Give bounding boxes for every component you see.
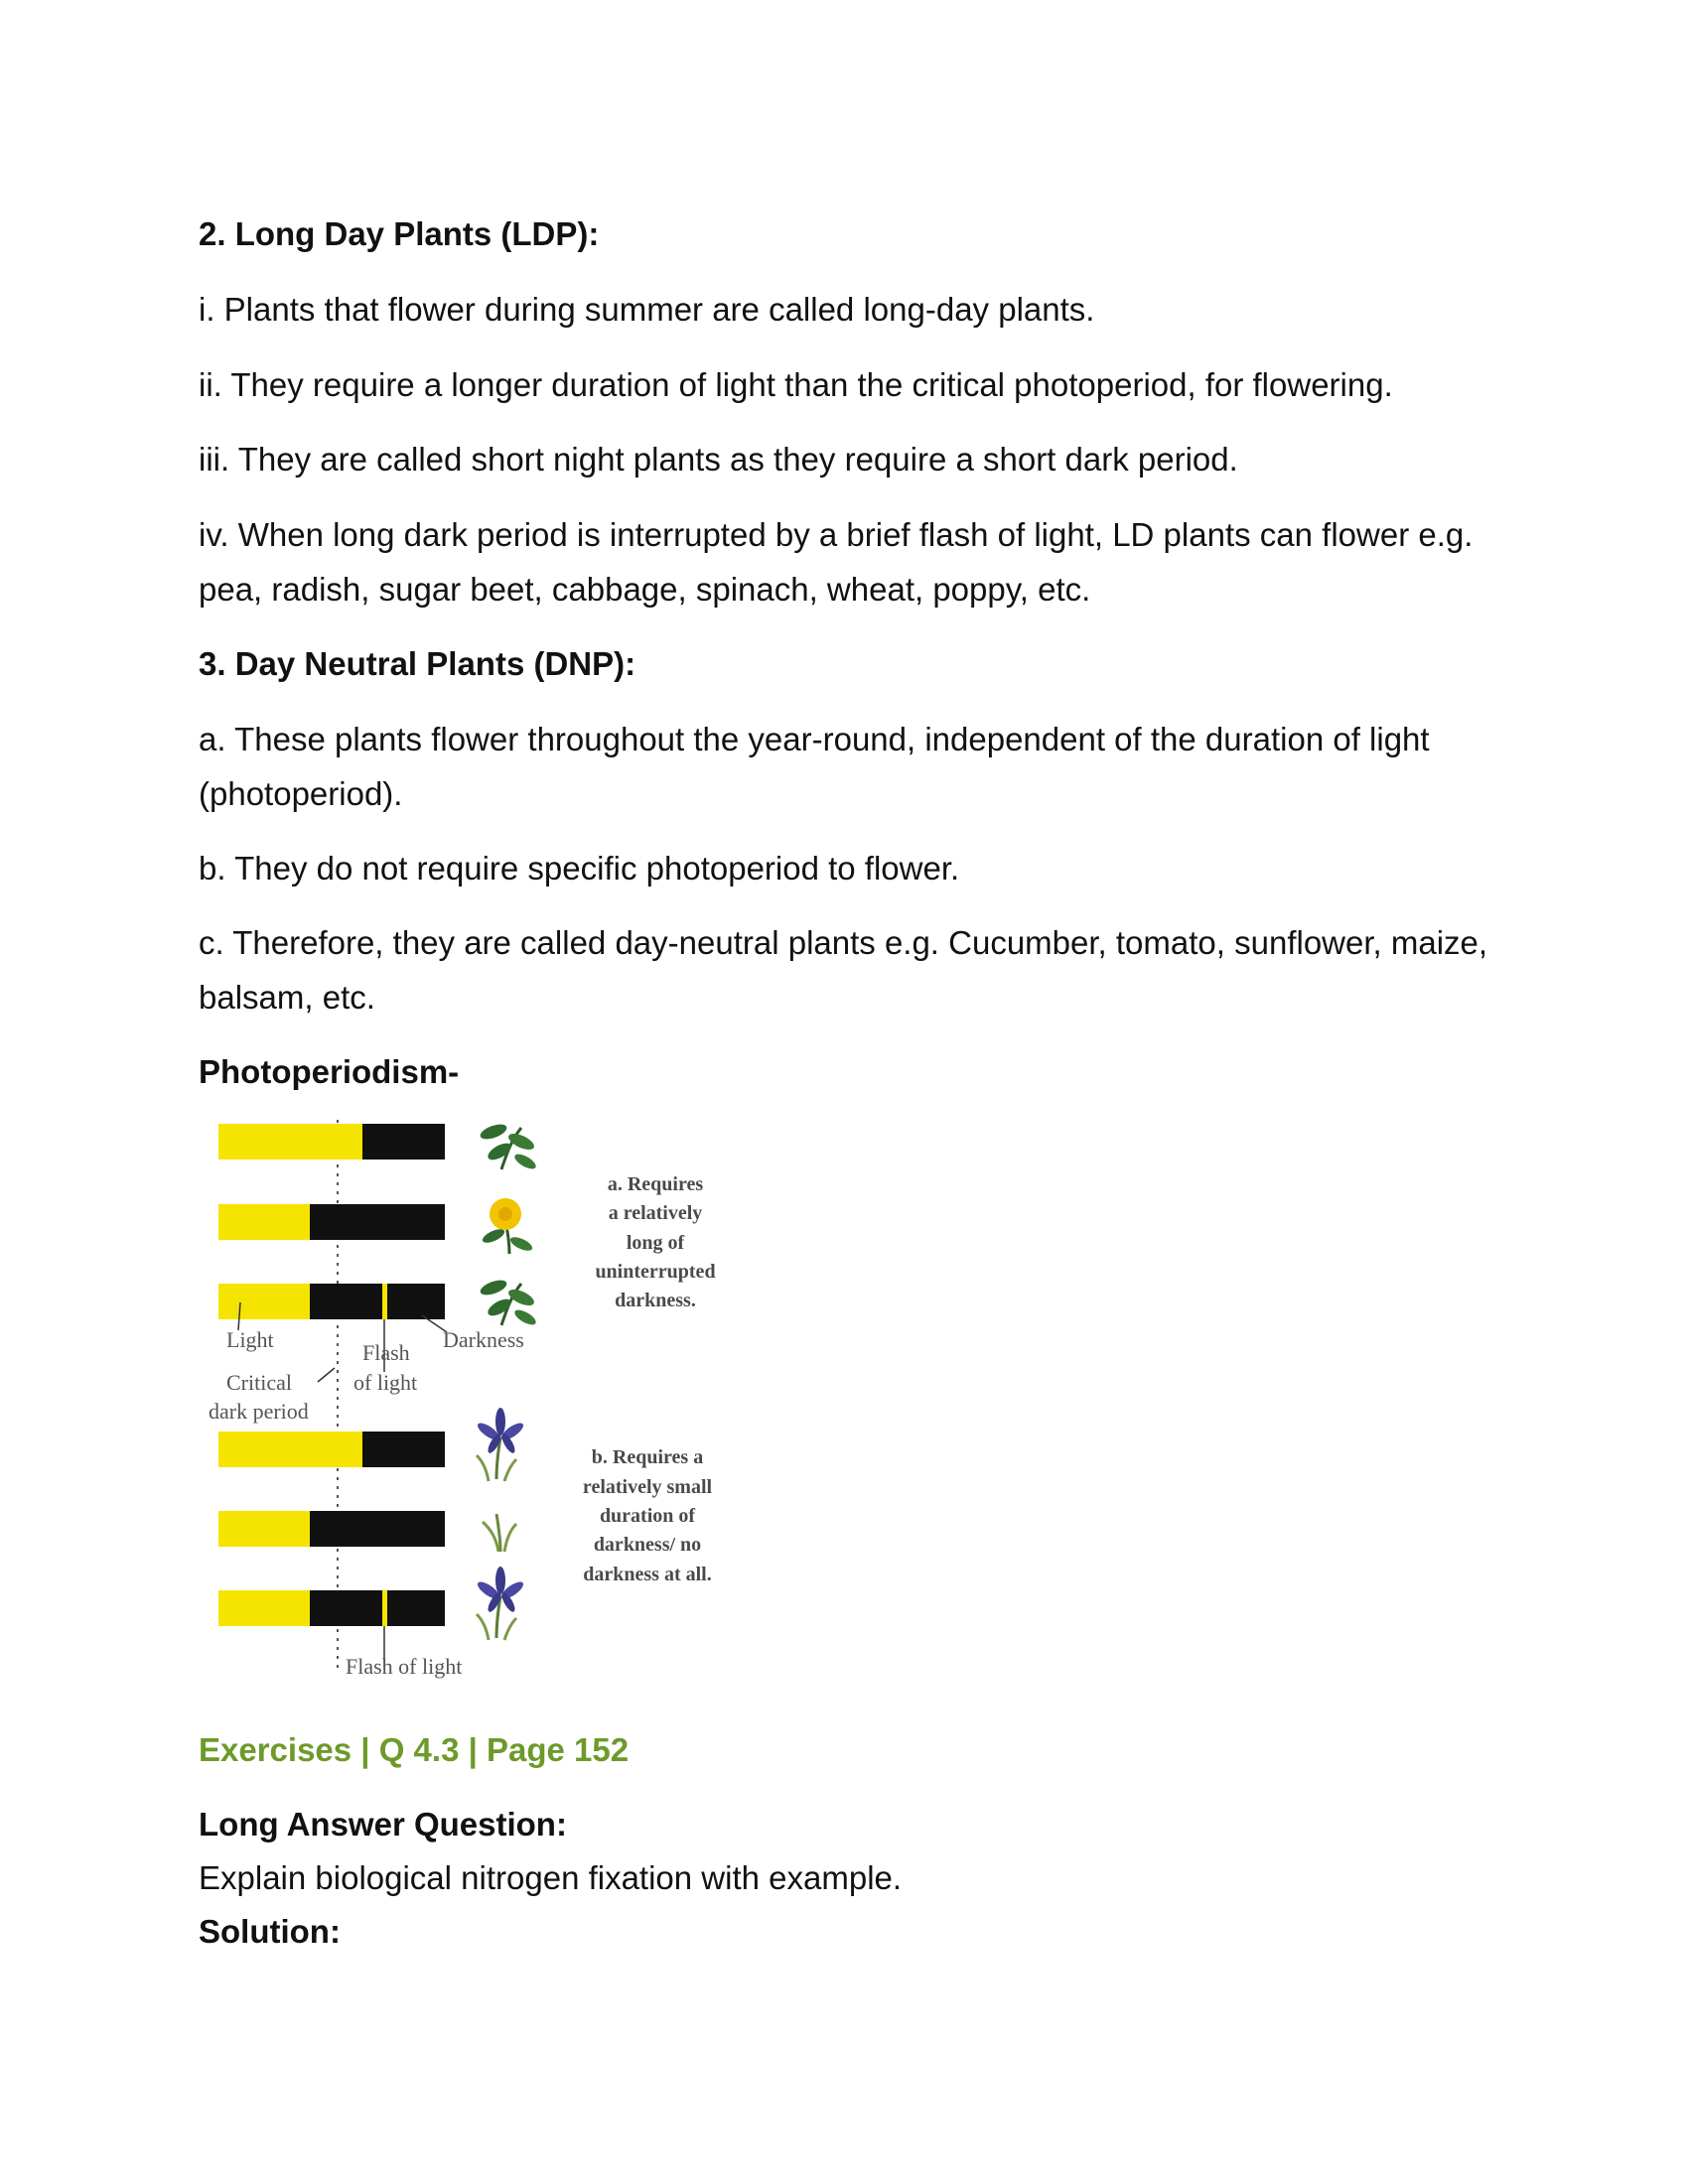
svg-text:darkness/ no: darkness/ no (593, 1534, 702, 1556)
dnp-point-c: c. Therefore, they are called day-neutral plants e.g. Cucumber, tomato, sunflower, maize, balsam, etc. (199, 924, 1488, 1016)
grass-plant-icon (483, 1514, 516, 1552)
svg-text:relatively small: relatively small (582, 1476, 713, 1498)
light-dark-bar-3 (218, 1284, 445, 1319)
ldp-point-iv: iv. When long dark period is interrupted by a brief flash of light, LD plants can flower e.g. pea, radish, sugar beet, cabbage, spinach, wheat, poppy, etc. (199, 516, 1474, 608)
dark-period-label: dark period (209, 1399, 309, 1424)
light-dark-bar-1 (218, 1124, 445, 1160)
leafy-plant-icon (479, 1122, 538, 1172)
question-text: Explain biological nitrogen fixation with example. (199, 1859, 903, 1896)
ldp-point-iii: iii. They are called short night plants as they require a short dark period. (199, 441, 1238, 478)
svg-text:uninterrupted: uninterrupted (595, 1261, 716, 1283)
iris-flower-icon (475, 1567, 525, 1640)
photoperiodism-diagram (199, 1112, 774, 1707)
long-answer-heading: Long Answer Question: (199, 1806, 567, 1843)
ldp-heading: 2. Long Day Plants (LDP): (199, 215, 600, 252)
flash-label: Flash (362, 1340, 410, 1365)
light-dark-bar-2 (218, 1204, 445, 1240)
svg-text:b. Requires a: b. Requires a (591, 1446, 704, 1468)
svg-text:a relatively: a relatively (608, 1202, 703, 1224)
svg-text:long of: long of (626, 1232, 685, 1254)
leafy-plant-icon (479, 1278, 538, 1328)
yellow-flower-icon (481, 1198, 534, 1254)
flash-of-light-bottom-label: Flash of light (346, 1654, 463, 1679)
iris-flower-icon (475, 1408, 525, 1481)
exercise-reference: Exercises | Q 4.3 | Page 152 (199, 1731, 630, 1768)
critical-label: Critical (226, 1370, 292, 1395)
of-light-label: of light (353, 1370, 418, 1395)
svg-text:darkness.: darkness. (615, 1290, 696, 1311)
light-dark-bar-6 (218, 1590, 445, 1626)
light-dark-bar-5 (218, 1511, 445, 1547)
dnp-heading: 3. Day Neutral Plants (DNP): (199, 645, 636, 682)
ldp-point-i: i. Plants that flower during summer are called long-day plants. (199, 291, 1095, 328)
svg-text:a. Requires: a. Requires (607, 1173, 704, 1195)
svg-text:duration of: duration of (599, 1505, 696, 1527)
svg-text:darkness at all.: darkness at all. (583, 1564, 712, 1585)
caption-a (595, 1173, 715, 1311)
caption-b (583, 1446, 713, 1585)
light-label: Light (226, 1327, 274, 1352)
solution-heading: Solution: (199, 1913, 341, 1950)
dnp-point-b: b. They do not require specific photoperiod to flower. (199, 850, 960, 887)
dnp-point-a: a. These plants flower throughout the year-round, independent of the duration of light (photoperiod). (199, 721, 1430, 812)
darkness-label: Darkness (443, 1327, 524, 1352)
photoperiodism-heading: Photoperiodism- (199, 1053, 460, 1090)
light-dark-bar-4 (218, 1432, 445, 1467)
ldp-point-ii: ii. They require a longer duration of light than the critical photoperiod, for flowering. (199, 366, 1393, 403)
